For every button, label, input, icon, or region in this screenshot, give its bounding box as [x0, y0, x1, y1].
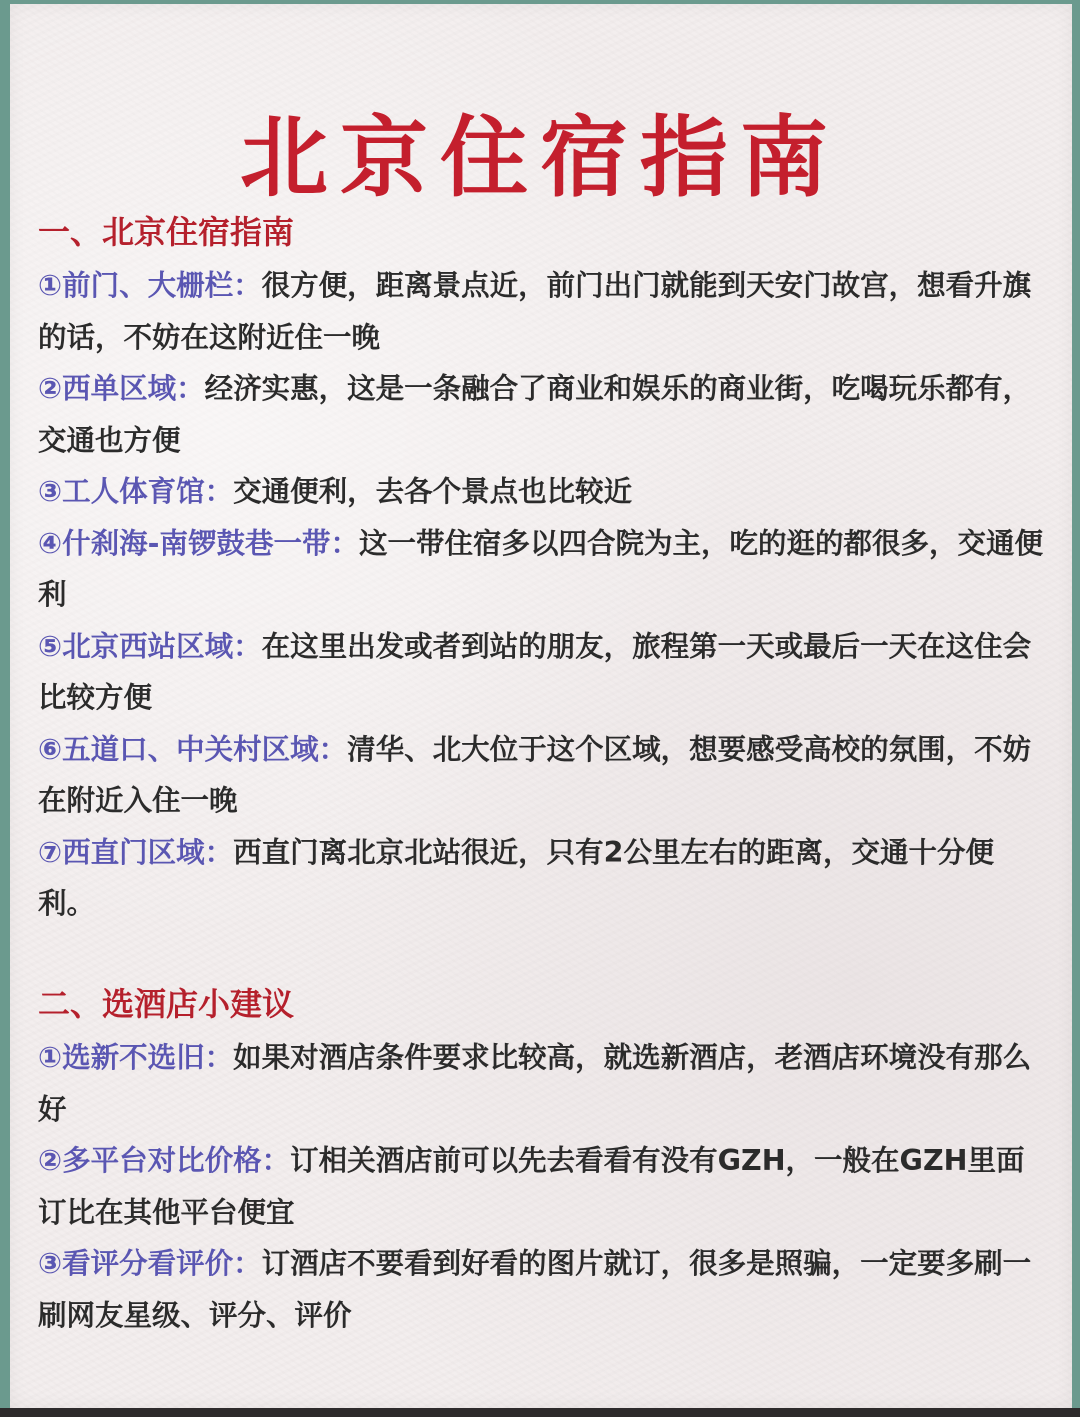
- list-item: [38, 1032, 1048, 1135]
- item-label: ③工人体育馆：: [38, 475, 234, 508]
- item-label: ①前门、大栅栏：: [38, 269, 262, 302]
- item-text: 很方便，距离景点近，前门出门就能到天安门故宫，想看升旗的话，不妨在这附近住一晚: [38, 269, 1032, 354]
- list-item: [38, 1238, 1048, 1341]
- item-label: ②多平台对比价格：: [38, 1144, 291, 1177]
- list-item: [38, 363, 1048, 466]
- item-text: 交通便利，去各个景点也比较近: [233, 475, 633, 508]
- item-text: 如果对酒店条件要求比较高，就选新酒店，老酒店环境没有那么好: [38, 1041, 1032, 1126]
- item-text: 清华、北大位于这个区域，想要感受高校的氛围，不妨在附近入住一晚: [38, 732, 1032, 817]
- list-item: [38, 260, 1048, 363]
- item-text: 西直门离北京北站很近，只有2公里左右的距离，交通十分便利。: [38, 835, 994, 920]
- item-text: 这一带住宿多以四合院为主，吃的逛的都很多，交通便利: [38, 526, 1043, 611]
- item-label: ⑥五道口、中关村区域：: [38, 732, 348, 766]
- item-text: 在这里出发或者到站的朋友，旅程第一天或最后一天在这住会比较方便: [38, 629, 1032, 714]
- item-label: ①选新不选旧：: [38, 1041, 234, 1074]
- page-title: 北京住宿指南: [239, 104, 840, 209]
- section-heading: 一、北京住宿指南: [38, 213, 295, 251]
- item-text: 订酒店不要看到好看的图片就订，很多是照骗，一定要多刷一刷网友星级、评分、评价: [38, 1247, 1032, 1332]
- list-item: [38, 466, 1048, 518]
- list-item: [38, 1135, 1048, 1238]
- item-text: 经济实惠，这是一条融合了商业和娱乐的商业街，吃喝玩乐都有，交通也方便: [38, 372, 1032, 457]
- item-label: ④什刹海-南锣鼓巷一带：: [38, 526, 359, 560]
- list-item: [38, 827, 1048, 930]
- list-item: [38, 724, 1048, 827]
- section-heading: 二、选酒店小建议: [38, 985, 295, 1023]
- item-label: ⑤北京西站区域：: [38, 629, 262, 663]
- item-label: ②西单区域：: [38, 372, 205, 405]
- section-hotel-tips: [38, 984, 1048, 1341]
- bottom-border: [0, 1408, 1080, 1417]
- list-item: [38, 621, 1048, 724]
- list-item: [38, 518, 1048, 621]
- item-label: ⑦西直门区域：: [38, 835, 234, 869]
- section-accommodation-areas: [38, 212, 1048, 930]
- item-label: ③看评分看评价：: [38, 1247, 262, 1280]
- item-text: 订相关酒店前可以先去看看有没有GZH，一般在GZH里面订比在其他平台便宜: [38, 1144, 1025, 1229]
